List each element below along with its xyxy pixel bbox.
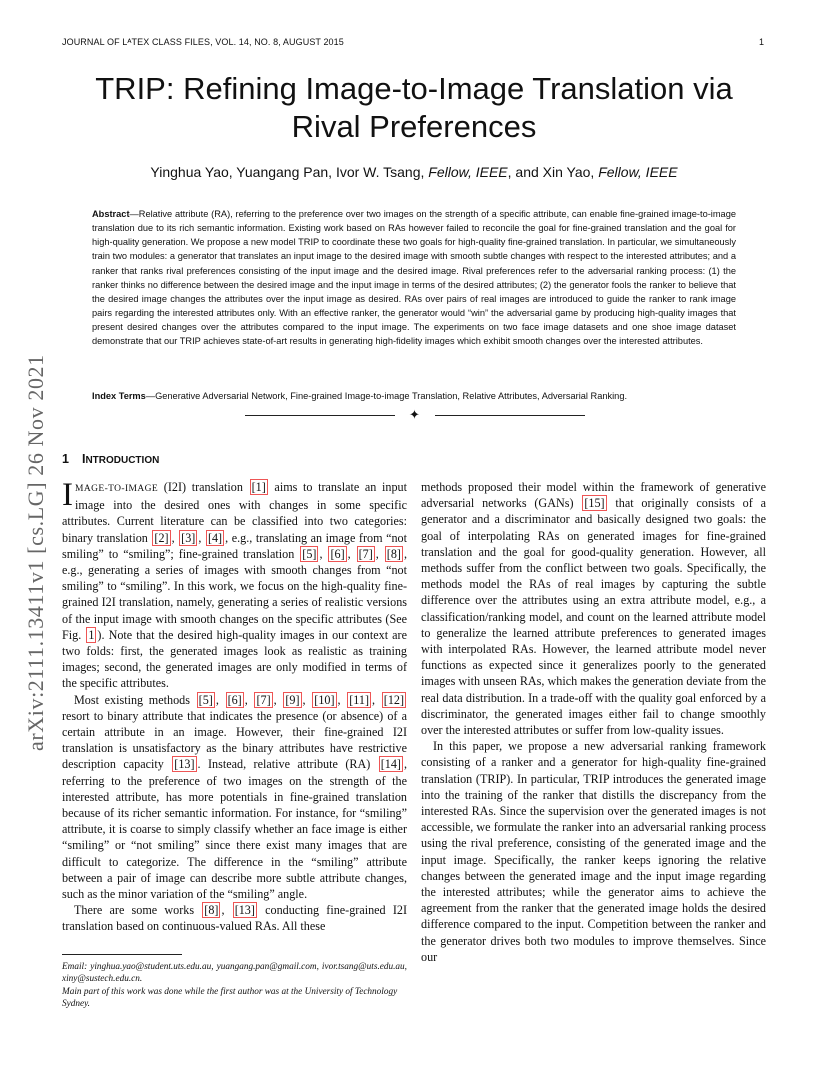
text: Most existing methods bbox=[74, 692, 196, 707]
paragraph bbox=[62, 692, 407, 903]
citation-link[interactable]: [4] bbox=[207, 530, 223, 545]
page-number: 1 bbox=[758, 37, 764, 47]
index-terms-text: —Generative Adversarial Network, Fine-grained Image-to-image Translation, Relative Attributes, Adversarial Ranking. bbox=[145, 391, 628, 401]
text: , bbox=[375, 546, 384, 561]
arxiv-identifier: arXiv:2111.13411v1 [cs.LG] 26 Nov 2021 bbox=[23, 354, 48, 751]
paragraph: In this paper, we propose a new adversarial ranking framework consisting of a ranker and a generator for high-quality fine-grained translation (TRIP). In particular, TRIP introduces the generated image into the training of the ranker that distills the discrepancy from the interested RAs. Since the supervision over the generated images is not accessible, we formulate the ranker into an adversarial ranking process using the rival preference, consisting of the generated image and the input image. Specifically, the ranker keeps ignoring the relative changes between the generated image and the input image regarding the interested attributes; while the generator aims to achieve the agreement from the ranker that the generated image holds the desired difference compared to the input. Competition between the ranker and the generator drives both two modules to improve themselves. Since our bbox=[421, 739, 766, 964]
text: methods proposed their model within the framework of generative adversarial networks (GANs) bbox=[421, 480, 766, 511]
lead-in: MAGE-TO-IMAGE bbox=[75, 484, 159, 494]
text: ). Note that the desired high-quality images in our context are two folds: first, the generated images look as realistic as training images; second, the generated images are only modified in terms of the specific attributes. bbox=[62, 627, 407, 691]
citation-link[interactable]: [10] bbox=[314, 692, 335, 707]
text: , bbox=[319, 546, 328, 561]
citation-link[interactable]: [1] bbox=[251, 480, 266, 494]
paragraph bbox=[421, 479, 766, 738]
text: (I2I) translation bbox=[158, 480, 249, 494]
index-terms-label: Index Terms bbox=[92, 391, 146, 401]
section-title-rest: NTRODUCTION bbox=[85, 455, 160, 466]
citation-link[interactable]: [6] bbox=[227, 692, 242, 707]
citation-link[interactable]: [14] bbox=[380, 757, 401, 772]
text: , bbox=[198, 530, 205, 545]
citation-link[interactable]: [12] bbox=[383, 692, 405, 707]
text: aims to translate an input image into the desired ones with changes in some specific attributes. Current literature can be classified into two categories: binary translation bbox=[62, 480, 407, 545]
separator-rule-right bbox=[435, 415, 585, 416]
citation-link[interactable]: [7] bbox=[358, 546, 373, 561]
citation-link[interactable]: [13] bbox=[234, 903, 255, 918]
citation-link[interactable]: [13] bbox=[174, 757, 195, 772]
section-heading bbox=[62, 452, 159, 466]
text: . Instead, relative attribute (RA) bbox=[197, 757, 378, 772]
text: , bbox=[372, 692, 381, 707]
text: , bbox=[244, 692, 254, 707]
text: There are some works bbox=[74, 903, 202, 918]
right-column bbox=[421, 479, 766, 965]
citation-link[interactable]: [2] bbox=[154, 530, 169, 545]
text: , bbox=[215, 692, 225, 707]
footnote-note: Main part of this work was done while the first author was at the University of Technology Sydney. bbox=[62, 987, 398, 1010]
citation-link[interactable]: [8] bbox=[204, 903, 219, 918]
paragraph bbox=[62, 479, 407, 692]
abstract-text: —Relative attribute (RA), referring to the preference over two images on the strength of a specific attribute, can enable fine-grained image-to-image translation due to its rich semantic information. Existing work based on RAs however failed to reconcile the goal for fine-grained translation and the goal for high-quality generation. We propose a new model TRIP to coordinate these two goals for high-quality fine-grained translation. In particular, we simultaneously train two modules: a generator that translates an input image to the desired image with smooth subtle changes with respect to the interested attributes; and a ranker that ranks rival preferences consisting of the input image and the desired image. Rival preferences refer to the adversarial ranking process: (1) the ranker thinks no difference between the desired image and the input image in terms of the desired attributes; (2) the generator fools the ranker to believe that the desired image changes the attributes over the input image as desired. RAs over pairs of real images are introduced to guide the ranker to rank image pairs regarding the interested attributes only. With an effective ranker, the generator would “win” the adversarial game by producing high-quality images that present desired changes over the attributes compared to the input image. The experiments on two face image datasets and one shoe image dataset demonstrate that our TRIP achieves state-of-art results in generating high-fidelity images which exhibit smooth changes over the interested attributes. bbox=[92, 209, 736, 347]
text: , e.g., translating an image from “not smiling” to “smiling”; fine-grained translation bbox=[62, 530, 407, 561]
paragraph bbox=[62, 902, 407, 934]
citation-link[interactable]: [8] bbox=[386, 546, 401, 561]
separator-rule-left bbox=[245, 415, 395, 416]
footnote-rule bbox=[62, 954, 182, 955]
text: , bbox=[347, 546, 356, 561]
footnote-email: Email: yinghua.yao@student.uts.edu.au, yuangang.pan@gmail.com, ivor.tsang@uts.edu.au, xiny@sustech.edu.cn. bbox=[62, 962, 407, 985]
text: resort to binary attribute that indicates the presence (or absence) of a certain attribute in an image. However, their fine-grained I2I translation is unsatisfactory as the binary attributes have restrictive description capacity bbox=[62, 708, 407, 772]
author-names-1: Yinghua Yao, Yuangang Pan, Ivor W. Tsang, bbox=[150, 164, 425, 180]
citation-link[interactable]: [9] bbox=[285, 692, 300, 707]
abstract bbox=[92, 207, 736, 349]
citation-link[interactable]: [5] bbox=[302, 546, 317, 561]
section-number: 1 bbox=[62, 452, 69, 466]
citation-link[interactable]: [7] bbox=[256, 692, 271, 707]
separator-diamond-icon: ✦ bbox=[409, 407, 420, 422]
text: , referring to the preference of two images on the strength of the interested attribute, has more potentials in fine-grained translation because of its richer semantic information. For instance, for “smiling” attribute, it is coarse to simply classify whether an face image is either “smiling” or “not smiling” since there exist many images that are difficult to categorize. The difference in the “smiling” attribute between a pair of image can describe more subtle attribute changes, such as the minor variation of the “smiling” angle. bbox=[62, 757, 407, 902]
section-separator bbox=[245, 408, 585, 422]
abstract-label: Abstract bbox=[92, 209, 130, 219]
running-head: JOURNAL OF LᴬTEX CLASS FILES, VOL. 14, NO. 8, AUGUST 2015 bbox=[62, 37, 344, 47]
author-role-1: Fellow, IEEE bbox=[428, 164, 508, 180]
text: , e.g., generating a series of images with smooth changes from “not smiling” to “smiling”. In this work, we focus on the high-quality fine-grained I2I translation, namely, generating a series of realistic versions of the input image with smooth changes on the specific attributes (See Fig. bbox=[62, 546, 407, 642]
dropcap: I bbox=[62, 477, 73, 513]
citation-link[interactable]: [6] bbox=[330, 546, 345, 561]
section-title-initial: I bbox=[81, 452, 86, 466]
citation-link[interactable]: [15] bbox=[584, 496, 605, 511]
figure-link[interactable]: 1 bbox=[88, 627, 95, 642]
author-role-2: Fellow, IEEE bbox=[598, 164, 678, 180]
citation-link[interactable]: [11] bbox=[349, 692, 370, 707]
text: , bbox=[221, 903, 232, 918]
left-column bbox=[62, 479, 407, 935]
text: that originally consists of a generator and a discriminator and basically designed two goals: the goal of interpolating RAs on generated images for fine-grained translation and the goal for good-quality generation. However, all methods suffer from the conflict between two goals. Specifically, the methods model the RAs of real images by capturing the subtle difference over the attributes using an extra attribute model, e.g., a classification/ranking model, and count on the learned attribute model to generalize the learned attribute preferences to generated images with interpolated RAs. However, the learned attribute model never functions as expected since it generalizes poorly to the generated images with unseen RAs, which makes the generation deviate from the real data distribution. In a trade-off with the quality goal enforced by a discriminator, the generated images either fail to change smoothly over the interested attributes or suffer from low-quality issues. bbox=[421, 496, 766, 738]
footnotes bbox=[62, 954, 407, 1014]
text: conducting fine-grained I2I translation based on continuous-valued RAs. All these bbox=[62, 903, 407, 934]
text: , bbox=[302, 692, 312, 707]
author-line bbox=[62, 164, 766, 180]
citation-link[interactable]: [5] bbox=[198, 692, 213, 707]
text: , bbox=[337, 692, 347, 707]
author-names-2: , and Xin Yao, bbox=[507, 164, 595, 180]
text: , bbox=[171, 530, 179, 545]
citation-link[interactable]: [3] bbox=[181, 530, 196, 545]
text: , bbox=[273, 692, 283, 707]
paper-title: TRIP: Refining Image-to-Image Translation via Rival Preferences bbox=[95, 71, 733, 144]
index-terms bbox=[92, 389, 736, 403]
